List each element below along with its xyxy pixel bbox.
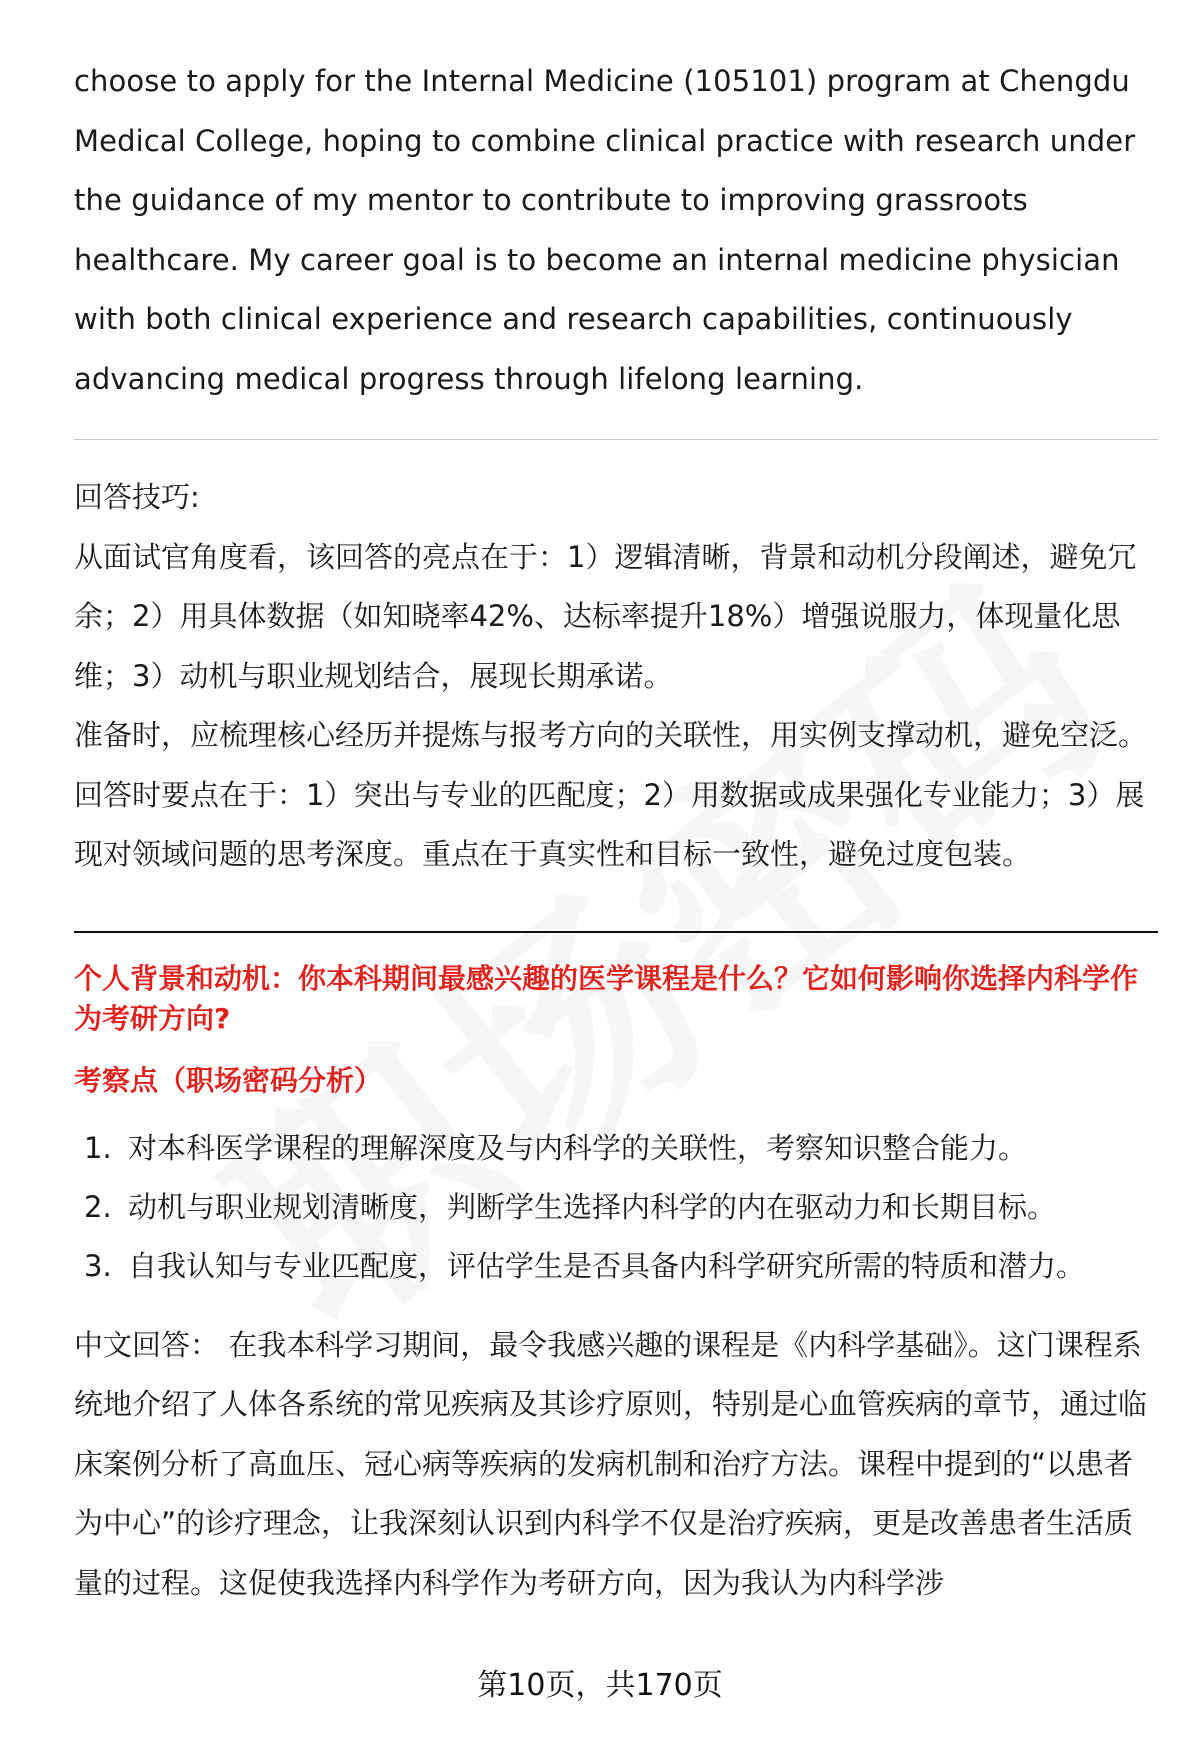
tips-paragraph-1: 从面试官角度看，该回答的亮点在于：1）逻辑清晰，背景和动机分段阐述，避免冗余；2）用具体数据（如知晓率42%、达标率提升18%）增强说服力，体现量化思维；3）动机与职业规划结合，展现长期承诺。 <box>74 539 1137 693</box>
list-item <box>74 1119 1158 1178</box>
intro-paragraph: choose to apply for the Internal Medicine (105101) program at Chengdu Medical College, hoping to combine clinical practice with research under the guidance of my mentor to contribute to improving grassroots healthcare. My career goal is to become an internal medicine physician with both clinical experience and research capabilities, continuously advancing medical progress through lifelong learning. <box>74 64 1136 396</box>
list-item-text: 动机与职业规划清晰度，判断学生选择内科学的内在驱动力和长期目标。 <box>128 1189 1057 1224</box>
list-item-number: 2. <box>84 1189 112 1224</box>
list-item <box>74 1237 1158 1296</box>
list-item <box>74 1178 1158 1237</box>
question-title: 个人背景和动机：你本科期间最感兴趣的医学课程是什么？它如何影响你选择内科学作为考研方向? <box>74 961 1139 1035</box>
divider-light <box>74 439 1158 440</box>
list-item-number: 1. <box>84 1130 112 1165</box>
document-page <box>74 52 1158 1613</box>
analysis-points-list <box>74 1119 1158 1296</box>
divider-dark <box>74 931 1158 933</box>
chinese-answer: 中文回答： 在我本科学习期间，最令我感兴趣的课程是《内科学基础》。这门课程系统地介绍了人体各系统的常见疾病及其诊疗原则，特别是心血管疾病的章节，通过临床案例分析了高血压、冠心病等疾病的发病机制和治疗方法。课程中提到的“以患者为中心”的诊疗理念，让我深刻认识到内科学不仅是治疗疾病，更是改善患者生活质量的过程。这促使我选择内科学作为考研方向，因为我认为内科学涉 <box>74 1327 1148 1600</box>
tips-paragraph-2: 准备时，应梳理核心经历并提炼与报考方向的关联性，用实例支撑动机，避免空泛。回答时要点在于：1）突出与专业的匹配度；2）用数据或成果强化专业能力；3）展现对领域问题的思考深度。重点在于真实性和目标一致性，避免过度包装。 <box>74 718 1148 871</box>
analysis-heading: 考察点（职场密码分析） <box>74 1063 383 1097</box>
page-number-footer: 第10页，共170页 <box>477 1668 723 1703</box>
list-item-number: 3. <box>84 1248 112 1283</box>
list-item-text: 自我认知与专业匹配度，评估学生是否具备内科学研究所需的特质和潜力。 <box>128 1248 1086 1283</box>
list-item-text: 对本科医学课程的理解深度及与内科学的关联性，考察知识整合能力。 <box>128 1130 1028 1165</box>
tips-heading: 回答技巧: <box>74 480 200 514</box>
